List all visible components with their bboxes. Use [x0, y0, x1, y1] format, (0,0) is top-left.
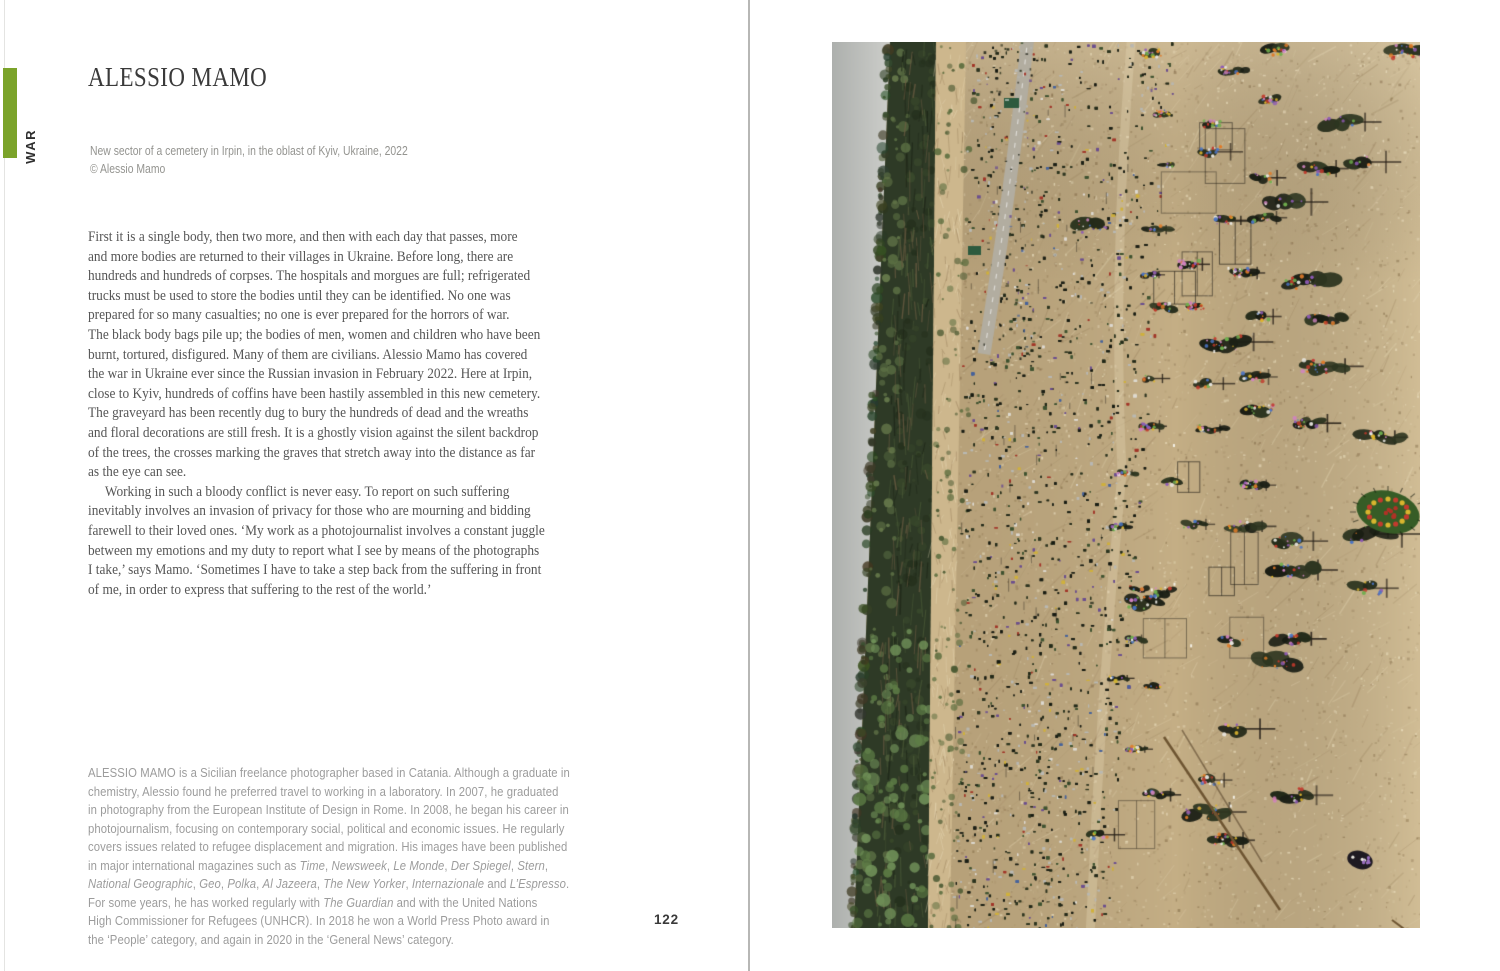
body-text-line: and more bodies are returned to their villages in Ukraine. Before long, there are	[88, 248, 514, 265]
bio-line: High Commissioner for Refugees (UNHCR). In 2018 he won a World Press Photo award in	[88, 913, 550, 928]
bio-line: For some years, he has worked regularly with The Guardian and with the United Nations	[88, 894, 538, 910]
body-text-line: First it is a single body, then two more, and then with each day that passes, more	[88, 229, 518, 245]
bio-line: the ‘People’ category, and again in 2020 in the ‘General News’ category.	[88, 931, 454, 947]
caption-credit: © Alessio Mamo	[90, 160, 166, 176]
section-tab-label: WAR	[23, 129, 38, 164]
body-text-line: trucks must be used to store the bodies until they can be identified. No one was	[88, 287, 511, 304]
page-title: ALESSIO MAMO	[88, 62, 268, 92]
bio-line: covers issues related to refugee displacement and migration. His images have been published	[88, 839, 568, 854]
biography-text	[88, 764, 620, 949]
body-text-line: The black body bags pile up; the bodies of men, women and children who have been	[88, 326, 541, 343]
section-tab-war	[3, 68, 17, 158]
body-text-line: The graveyard has been recently dug to bury the hundreds of dead and the wreaths	[88, 405, 529, 422]
cemetery-photo-canvas	[832, 42, 1420, 928]
bio-line: in major international magazines such as Time, Newsweek, Le Monde, Der Spiegel, Stern,	[88, 857, 549, 873]
body-text-line: hundreds and hundreds of corpses. The hospitals and morgues are full; refrigerated	[88, 268, 531, 285]
body-text-line: of me, in order to express that suffering to the rest of the world.’	[88, 581, 432, 598]
body-text-line: and floral decorations are still fresh. It is a ghostly vision against the silent backdrop	[88, 424, 539, 441]
bio-line: in photography from the European Institute of Design in Rome. In 2008, he began his career in	[88, 802, 569, 817]
body-text-line: Working in such a bloody conflict is never easy. To report on such suffering	[104, 483, 510, 500]
body-text-line: as the eye can see.	[88, 464, 187, 481]
bio-line: chemistry, Alessio found he preferred travel to working in a laboratory. In 2007, he graduated	[88, 783, 559, 799]
body-text-line: between my emotions and my duty to report what I see by means of the photographs	[88, 542, 540, 559]
body-text-line: the war in Ukraine ever since the Russian invasion in February 2022. Here at Irpin,	[88, 366, 533, 383]
body-text-line: close to Kyiv, hundreds of coffins have been hastily assembled in this new cemetery.	[88, 385, 541, 402]
photo-caption	[90, 142, 458, 177]
photo-cemetery-irpin	[832, 42, 1420, 928]
page-gutter-divider	[748, 0, 750, 971]
body-text-line: I take,’ says Mamo. ‘Sometimes I have to take a step back from the suffering in front	[88, 562, 542, 579]
body-text-line: burnt, tortured, disfigured. Many of them are civilians. Alessio Mamo has covered	[88, 346, 528, 363]
bio-line: ALESSIO MAMO is a Sicilian freelance photographer based in Catania. Although a graduate in	[88, 765, 570, 780]
bio-line: National Geographic, Geo, Polka, Al Jazeera, The New Yorker, Internazionale and L’Espresso.	[88, 876, 570, 891]
body-text-line: of the trees, the crosses marking the graves that stretch away into the distance as far	[88, 444, 536, 461]
bio-line: photojournalism, focusing on contemporary social, political and economic issues. He regularly	[88, 820, 565, 836]
caption-line: New sector of a cemetery in Irpin, in the oblast of Kyiv, Ukraine, 2022	[90, 143, 408, 158]
body-text-line: inevitably involves an invasion of privacy for those who are mourning and bidding	[88, 503, 531, 520]
page-number: 122	[654, 912, 679, 927]
body-text-line: prepared for so many casualties; no one is ever prepared for the horrors of war.	[88, 307, 510, 324]
body-text-line: farewell to their loved ones. ‘My work as a photojournalist involves a constant juggle	[88, 522, 545, 539]
body-text	[88, 228, 622, 600]
